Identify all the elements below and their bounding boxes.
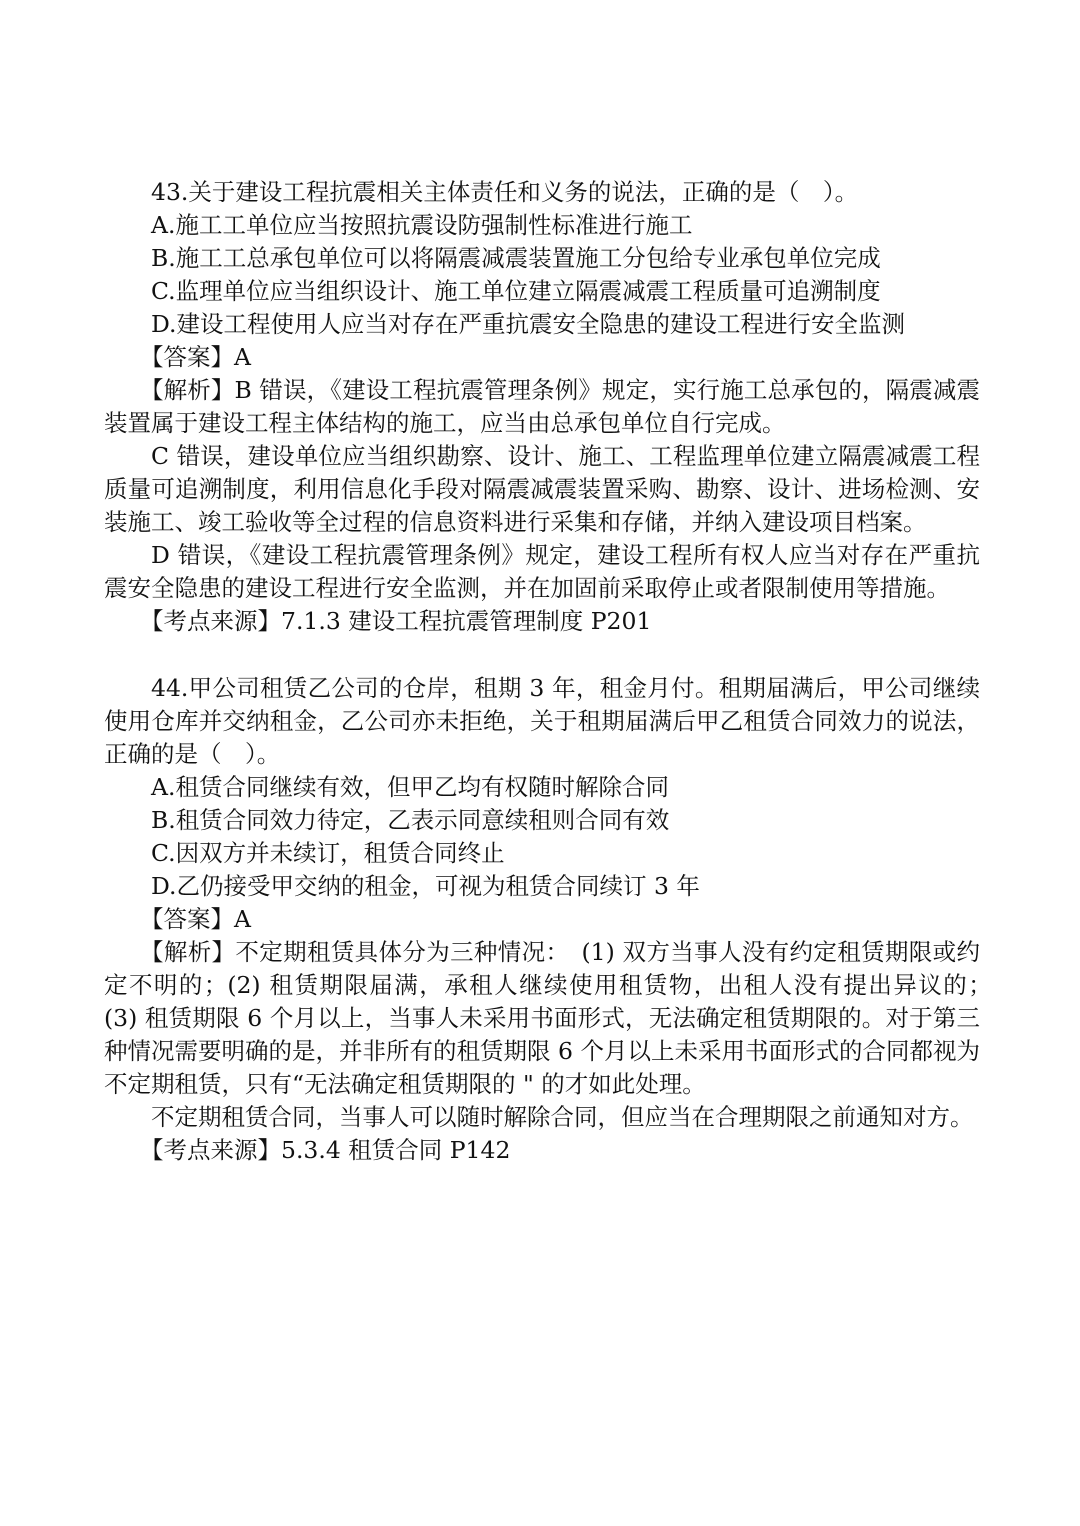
- analysis-paragraph: C 错误，建设单位应当组织勘察、设计、施工、工程监理单位建立隔震减震工程质量可追溯制度，利用信息化手段对隔震减震装置采购、勘察、设计、进场检测、安装施工、竣工验收等全过程的信息资料进行采集和存储，并纳入建设项目档案。: [104, 442, 980, 536]
- source-reference: 【考点来源】7.1.3 建设工程抗震管理制度 P201: [140, 607, 652, 635]
- option-d: D.乙仍接受甲交纳的租金，可视为租赁合同续订 3 年: [151, 872, 700, 900]
- option-c: C.监理单位应当组织设计、施工单位建立隔震减震工程质量可追溯制度: [151, 277, 881, 305]
- question-stem: 44.甲公司租赁乙公司的仓岸，租期 3 年，租金月付。租期届满后，甲公司继续使用仓库并交纳租金，乙公司亦未拒绝，关于租期届满后甲乙租赁合同效力的说法，正确的是（ ）。: [104, 674, 980, 768]
- analysis-paragraph: 【解析】不定期租赁具体分为三种情况： (1) 双方当事人没有约定租赁期限或约定不明的；(2) 租赁期限届满，承租人继续使用租赁物，出租人没有提出异议的； (3) 租赁期限 6 个月以上，当事人未采用书面形式，无法确定租赁期限的。对于第三种情况需要明确的是，并非所有的租赁期限 6 个月以上未采用书面形式的合同都视为不定期租赁，只有“无法确定租赁期限的 " 的才如此处理。: [104, 938, 1004, 1098]
- option-a: A.租赁合同继续有效，但甲乙均有权随时解除合同: [151, 773, 669, 801]
- option-b: B.施工工总承包单位可以将隔震减震装置施工分包给专业承包单位完成: [151, 244, 881, 272]
- option-c: C.因双方并未续订，租赁合同终止: [151, 839, 505, 867]
- option-b: B.租赁合同效力待定，乙表示同意续租则合同有效: [151, 806, 670, 834]
- question-44: [104, 672, 1004, 1167]
- answer: 【答案】A: [140, 905, 251, 933]
- analysis-paragraph: 【解析】B 错误，《建设工程抗震管理条例》规定，实行施工总承包的，隔震减震装置属于建设工程主体结构的施工，应当由总承包单位自行完成。: [104, 376, 980, 437]
- question-stem: 43.关于建设工程抗震相关主体责任和义务的说法，正确的是（ ）。: [151, 178, 859, 206]
- question-separator: [104, 638, 980, 672]
- option-d: D.建设工程使用人应当对存在严重抗震安全隐患的建设工程进行安全监测: [151, 310, 905, 338]
- source-reference: 【考点来源】5.3.4 租赁合同 P142: [140, 1136, 511, 1164]
- analysis-paragraph: D 错误，《建设工程抗震管理条例》规定，建设工程所有权人应当对存在严重抗震安全隐患的建设工程进行安全监测，并在加固前采取停止或者限制使用等措施。: [104, 541, 980, 602]
- question-43: [104, 176, 980, 638]
- analysis-paragraph: 不定期租赁合同，当事人可以随时解除合同，但应当在合理期限之前通知对方。: [151, 1103, 974, 1131]
- document-content: [104, 176, 1004, 1167]
- answer: 【答案】A: [140, 343, 251, 371]
- option-a: A.施工工单位应当按照抗震设防强制性标准进行施工: [151, 211, 693, 239]
